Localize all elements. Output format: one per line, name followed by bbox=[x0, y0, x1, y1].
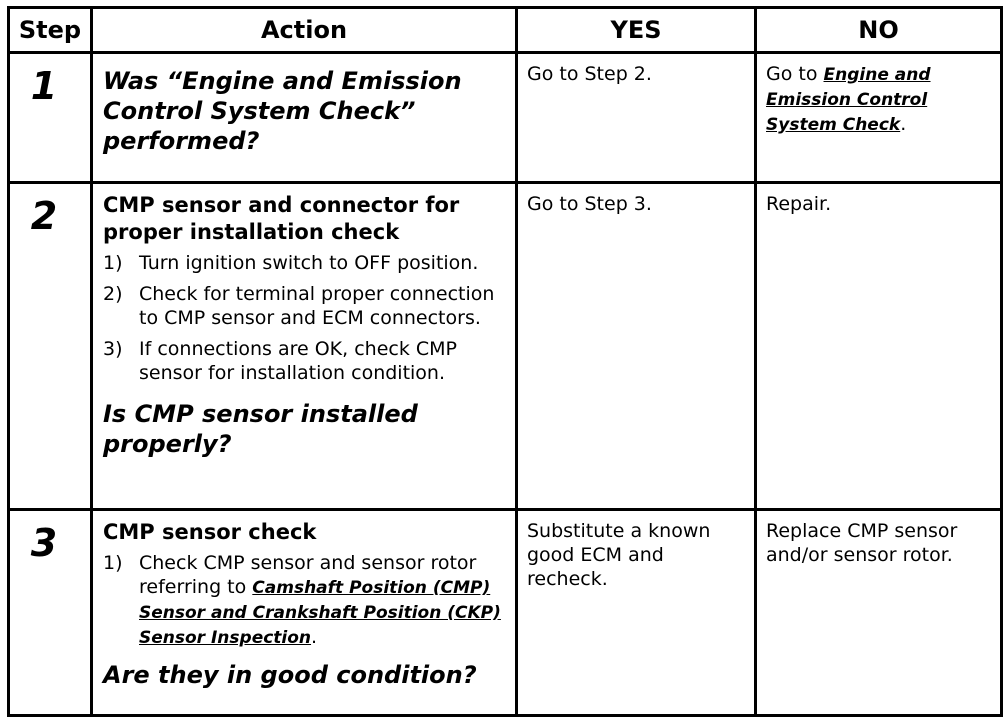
header-action: Action bbox=[92, 8, 517, 53]
diagnostic-table bbox=[7, 6, 1003, 717]
step-question: Was “Engine and Emission Control System Check” performed? bbox=[103, 67, 462, 155]
action-cell bbox=[92, 183, 517, 510]
step-number: 2 bbox=[30, 194, 58, 238]
substep-number: 1) bbox=[103, 252, 123, 274]
no-cell: Repair. bbox=[756, 183, 1002, 510]
substep-text: If connections are OK, check CMP sensor for installation condition. bbox=[139, 338, 457, 384]
substep-text: Check CMP sensor and sensor rotor referring to bbox=[139, 552, 477, 598]
substep-number: 1) bbox=[103, 552, 123, 574]
step-cell bbox=[9, 510, 92, 716]
table-row bbox=[9, 53, 1002, 183]
step-number: 3 bbox=[30, 521, 58, 565]
step-question: Is CMP sensor installed properly? bbox=[103, 400, 418, 458]
engine-emission-check-link[interactable]: Engine and Emission Control System Check bbox=[766, 65, 931, 135]
step-question: Are they in good condition? bbox=[103, 661, 477, 689]
no-cell: Replace CMP sensor and/or sensor rotor. bbox=[756, 510, 1002, 716]
substep-number: 3) bbox=[103, 338, 123, 360]
step-title: CMP sensor and connector for proper installation check bbox=[103, 193, 460, 244]
step-cell bbox=[9, 53, 92, 183]
substep-list bbox=[103, 551, 507, 650]
substep-text: Turn ignition switch to OFF position. bbox=[139, 252, 479, 274]
yes-cell: Go to Step 3. bbox=[517, 183, 756, 510]
no-cell bbox=[756, 53, 1002, 183]
no-suffix: . bbox=[900, 113, 907, 135]
header-row bbox=[9, 8, 1002, 53]
yes-cell: Go to Step 2. bbox=[517, 53, 756, 183]
substep-number: 2) bbox=[103, 283, 123, 305]
table-row bbox=[9, 183, 1002, 510]
list-item bbox=[103, 251, 507, 275]
cmp-ckp-inspection-link[interactable]: Camshaft Position (CMP) Sensor and Crankshaft Position (CKP) Sensor Inspection bbox=[139, 578, 501, 648]
yes-cell: Substitute a known good ECM and recheck. bbox=[517, 510, 756, 716]
table-row bbox=[9, 510, 1002, 716]
step-number: 1 bbox=[30, 64, 58, 108]
action-cell bbox=[92, 53, 517, 183]
no-prefix: Go to bbox=[766, 63, 824, 85]
step-title: CMP sensor check bbox=[103, 520, 317, 544]
header-step: Step bbox=[9, 8, 92, 53]
header-yes: YES bbox=[517, 8, 756, 53]
list-item bbox=[103, 551, 507, 650]
list-item bbox=[103, 282, 507, 330]
substep-list bbox=[103, 251, 507, 385]
action-cell bbox=[92, 510, 517, 716]
step-cell bbox=[9, 183, 92, 510]
list-item bbox=[103, 337, 507, 385]
header-no: NO bbox=[756, 8, 1002, 53]
substep-suffix: . bbox=[311, 626, 318, 648]
substep-text: Check for terminal proper connection to CMP sensor and ECM connectors. bbox=[139, 283, 495, 329]
